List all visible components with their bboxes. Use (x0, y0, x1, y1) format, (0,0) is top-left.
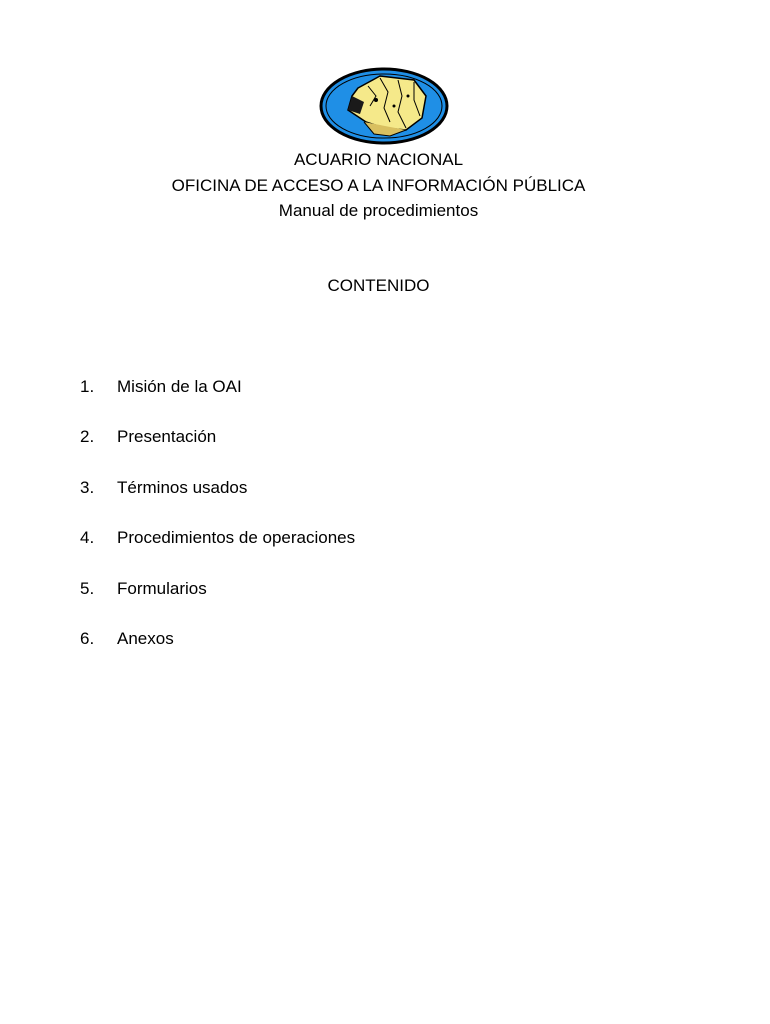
document-title: Manual de procedimientos (278, 201, 479, 220)
toc-item-label: Misión de la OAI (117, 377, 242, 396)
table-of-contents (80, 374, 355, 676)
toc-item-label: Procedimientos de operaciones (117, 528, 356, 548)
toc-item-label: Términos usados (117, 477, 248, 497)
organization-name: ACUARIO NACIONAL (293, 150, 464, 169)
document-header (0, 147, 757, 224)
toc-item-label: Formularios (117, 578, 207, 598)
office-name: OFICINA DE ACCESO A LA INFORMACIÓN PÚBLICA (171, 175, 586, 195)
toc-item-number: 2. (80, 427, 95, 447)
toc-item-label: Presentación (117, 427, 217, 447)
toc-item (80, 374, 355, 424)
toc-item-number: 3. (80, 477, 95, 497)
conch-shell-logo (318, 66, 450, 146)
toc-item-number: 1. (80, 377, 95, 396)
toc-item-number: 5. (80, 578, 95, 598)
toc-item-number: 4. (80, 528, 95, 548)
toc-item (80, 424, 355, 474)
toc-item (80, 475, 355, 525)
toc-item (80, 525, 355, 575)
toc-item-number: 6. (80, 628, 95, 648)
toc-item (80, 626, 355, 676)
toc-item (80, 576, 355, 626)
toc-item-label: Anexos (117, 628, 174, 648)
contents-heading: CONTENIDO (327, 276, 430, 295)
